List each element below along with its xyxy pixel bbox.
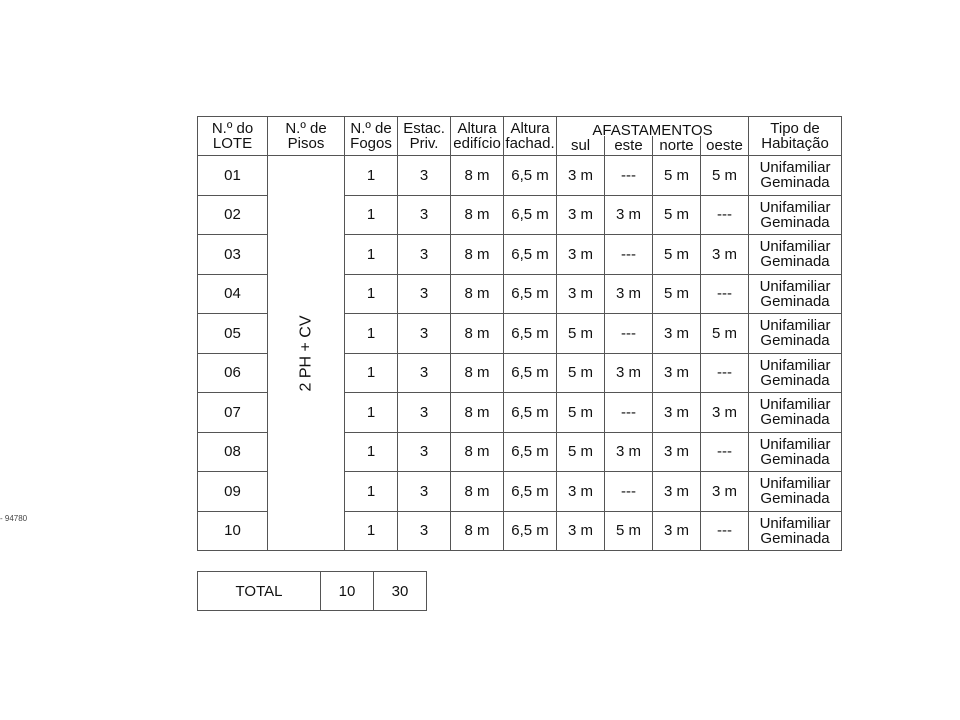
tipo-line-1: Unifamiliar bbox=[759, 396, 831, 414]
tipo-line-2: Geminada bbox=[760, 371, 830, 389]
table-row bbox=[198, 156, 842, 196]
cell-altura-fachada: 6,5 m bbox=[504, 274, 557, 314]
header-afastamentos: AFASTAMENTOS bbox=[557, 117, 749, 137]
tipo-line-2: Geminada bbox=[760, 253, 830, 271]
cell-af-sul: 5 m bbox=[557, 393, 605, 433]
tipo-line-2: Geminada bbox=[760, 174, 830, 192]
cell-lote: 10 bbox=[198, 511, 268, 551]
header-fogos: N.º de Fogos bbox=[345, 117, 398, 156]
cell-altura-fachada: 6,5 m bbox=[504, 156, 557, 196]
cell-lote: 04 bbox=[198, 274, 268, 314]
cell-fogos: 1 bbox=[345, 314, 398, 354]
cell-af-sul: 3 m bbox=[557, 156, 605, 196]
cell-altura-fachada: 6,5 m bbox=[504, 195, 557, 235]
cell-estac: 3 bbox=[398, 393, 451, 433]
cell-af-oeste: --- bbox=[701, 274, 749, 314]
tipo-line-1: Unifamiliar bbox=[759, 238, 831, 256]
tipo-line-2: Geminada bbox=[760, 213, 830, 231]
cell-tipo bbox=[749, 353, 842, 393]
cell-af-oeste: --- bbox=[701, 432, 749, 472]
tipo-line-2: Geminada bbox=[760, 332, 830, 350]
cell-af-norte: 3 m bbox=[653, 511, 701, 551]
cell-af-norte: 5 m bbox=[653, 235, 701, 275]
header-altura-fachada: Altura fachad. bbox=[504, 117, 557, 156]
cell-fogos: 1 bbox=[345, 353, 398, 393]
tipo-line-1: Unifamiliar bbox=[759, 159, 831, 177]
cell-tipo bbox=[749, 274, 842, 314]
tipo-line-1: Unifamiliar bbox=[759, 356, 831, 374]
cell-fogos: 1 bbox=[345, 235, 398, 275]
tipo-line-1: Unifamiliar bbox=[759, 317, 831, 335]
cell-af-norte: 3 m bbox=[653, 353, 701, 393]
cell-tipo bbox=[749, 156, 842, 196]
cell-altura-fachada: 6,5 m bbox=[504, 235, 557, 275]
lots-table bbox=[197, 116, 842, 551]
cell-altura-fachada: 6,5 m bbox=[504, 432, 557, 472]
cell-af-sul: 3 m bbox=[557, 235, 605, 275]
cell-lote: 06 bbox=[198, 353, 268, 393]
cell-af-este: 3 m bbox=[605, 274, 653, 314]
pisos-value: 2 PH + CV bbox=[297, 314, 315, 392]
cell-altura-edificio: 8 m bbox=[451, 195, 504, 235]
cell-af-oeste: 3 m bbox=[701, 235, 749, 275]
cell-lote: 01 bbox=[198, 156, 268, 196]
cell-estac: 3 bbox=[398, 156, 451, 196]
total-estac: 30 bbox=[374, 572, 427, 611]
cell-estac: 3 bbox=[398, 195, 451, 235]
cell-af-sul: 3 m bbox=[557, 511, 605, 551]
cell-af-oeste: --- bbox=[701, 195, 749, 235]
cell-altura-edificio: 8 m bbox=[451, 235, 504, 275]
cell-altura-fachada: 6,5 m bbox=[504, 393, 557, 433]
header-af-oeste: oeste bbox=[701, 136, 749, 156]
cell-altura-fachada: 6,5 m bbox=[504, 353, 557, 393]
cell-tipo bbox=[749, 393, 842, 433]
cell-af-sul: 5 m bbox=[557, 353, 605, 393]
cell-altura-edificio: 8 m bbox=[451, 393, 504, 433]
cell-af-este: --- bbox=[605, 156, 653, 196]
cell-altura-edificio: 8 m bbox=[451, 274, 504, 314]
header-af-norte: norte bbox=[653, 136, 701, 156]
cell-estac: 3 bbox=[398, 353, 451, 393]
cell-fogos: 1 bbox=[345, 195, 398, 235]
cell-fogos: 1 bbox=[345, 393, 398, 433]
cell-tipo bbox=[749, 195, 842, 235]
tipo-line-1: Unifamiliar bbox=[759, 277, 831, 295]
cell-altura-fachada: 6,5 m bbox=[504, 511, 557, 551]
cell-altura-edificio: 8 m bbox=[451, 314, 504, 354]
cell-tipo bbox=[749, 235, 842, 275]
cell-estac: 3 bbox=[398, 314, 451, 354]
cell-af-este: 3 m bbox=[605, 195, 653, 235]
cell-af-oeste: 5 m bbox=[701, 156, 749, 196]
tipo-line-2: Geminada bbox=[760, 490, 830, 508]
cell-pisos bbox=[268, 156, 345, 551]
cell-altura-edificio: 8 m bbox=[451, 511, 504, 551]
cell-af-este: --- bbox=[605, 235, 653, 275]
cell-lote: 05 bbox=[198, 314, 268, 354]
total-label: TOTAL bbox=[198, 572, 321, 611]
tipo-line-2: Geminada bbox=[760, 450, 830, 468]
cell-af-norte: 5 m bbox=[653, 156, 701, 196]
header-af-este: este bbox=[605, 136, 653, 156]
cell-lote: 03 bbox=[198, 235, 268, 275]
cell-altura-edificio: 8 m bbox=[451, 353, 504, 393]
cell-altura-edificio: 8 m bbox=[451, 156, 504, 196]
cell-af-norte: 3 m bbox=[653, 472, 701, 512]
cell-fogos: 1 bbox=[345, 274, 398, 314]
cell-af-norte: 3 m bbox=[653, 393, 701, 433]
cell-tipo bbox=[749, 472, 842, 512]
tipo-line-1: Unifamiliar bbox=[759, 514, 831, 532]
header-tipo: Tipo de Habitação bbox=[749, 117, 842, 156]
cell-af-norte: 5 m bbox=[653, 274, 701, 314]
header-lote: N.º do LOTE bbox=[198, 117, 268, 156]
cell-altura-edificio: 8 m bbox=[451, 432, 504, 472]
tipo-line-1: Unifamiliar bbox=[759, 435, 831, 453]
cell-af-este: 3 m bbox=[605, 353, 653, 393]
cell-af-sul: 3 m bbox=[557, 274, 605, 314]
cell-af-norte: 3 m bbox=[653, 314, 701, 354]
cell-tipo bbox=[749, 432, 842, 472]
cell-estac: 3 bbox=[398, 511, 451, 551]
tipo-line-2: Geminada bbox=[760, 529, 830, 547]
cell-af-este: --- bbox=[605, 393, 653, 433]
cell-af-sul: 5 m bbox=[557, 314, 605, 354]
cell-estac: 3 bbox=[398, 235, 451, 275]
cell-fogos: 1 bbox=[345, 472, 398, 512]
header-af-sul: sul bbox=[557, 136, 605, 156]
cell-af-oeste: 5 m bbox=[701, 314, 749, 354]
header-estac: Estac. Priv. bbox=[398, 117, 451, 156]
cell-af-sul: 3 m bbox=[557, 472, 605, 512]
header-pisos: N.º de Pisos bbox=[268, 117, 345, 156]
tipo-line-1: Unifamiliar bbox=[759, 475, 831, 493]
cell-fogos: 1 bbox=[345, 511, 398, 551]
cell-estac: 3 bbox=[398, 274, 451, 314]
cell-estac: 3 bbox=[398, 472, 451, 512]
cell-af-oeste: --- bbox=[701, 511, 749, 551]
cell-altura-fachada: 6,5 m bbox=[504, 472, 557, 512]
total-table bbox=[197, 571, 427, 611]
cell-af-oeste: 3 m bbox=[701, 472, 749, 512]
cell-altura-fachada: 6,5 m bbox=[504, 314, 557, 354]
side-note: - 94780 bbox=[0, 514, 28, 523]
cell-af-norte: 5 m bbox=[653, 195, 701, 235]
cell-af-oeste: 3 m bbox=[701, 393, 749, 433]
cell-af-este: --- bbox=[605, 314, 653, 354]
header-altura-edificio: Altura edifício bbox=[451, 117, 504, 156]
cell-af-este: 3 m bbox=[605, 432, 653, 472]
cell-estac: 3 bbox=[398, 432, 451, 472]
tipo-line-1: Unifamiliar bbox=[759, 198, 831, 216]
cell-fogos: 1 bbox=[345, 156, 398, 196]
tipo-line-2: Geminada bbox=[760, 411, 830, 429]
tipo-line-2: Geminada bbox=[760, 292, 830, 310]
cell-af-este: 5 m bbox=[605, 511, 653, 551]
cell-af-sul: 3 m bbox=[557, 195, 605, 235]
cell-tipo bbox=[749, 314, 842, 354]
cell-lote: 02 bbox=[198, 195, 268, 235]
cell-tipo bbox=[749, 511, 842, 551]
cell-fogos: 1 bbox=[345, 432, 398, 472]
cell-lote: 07 bbox=[198, 393, 268, 433]
cell-lote: 08 bbox=[198, 432, 268, 472]
cell-altura-edificio: 8 m bbox=[451, 472, 504, 512]
cell-af-sul: 5 m bbox=[557, 432, 605, 472]
cell-af-oeste: --- bbox=[701, 353, 749, 393]
cell-af-norte: 3 m bbox=[653, 432, 701, 472]
cell-lote: 09 bbox=[198, 472, 268, 512]
total-fogos: 10 bbox=[321, 572, 374, 611]
cell-af-este: --- bbox=[605, 472, 653, 512]
